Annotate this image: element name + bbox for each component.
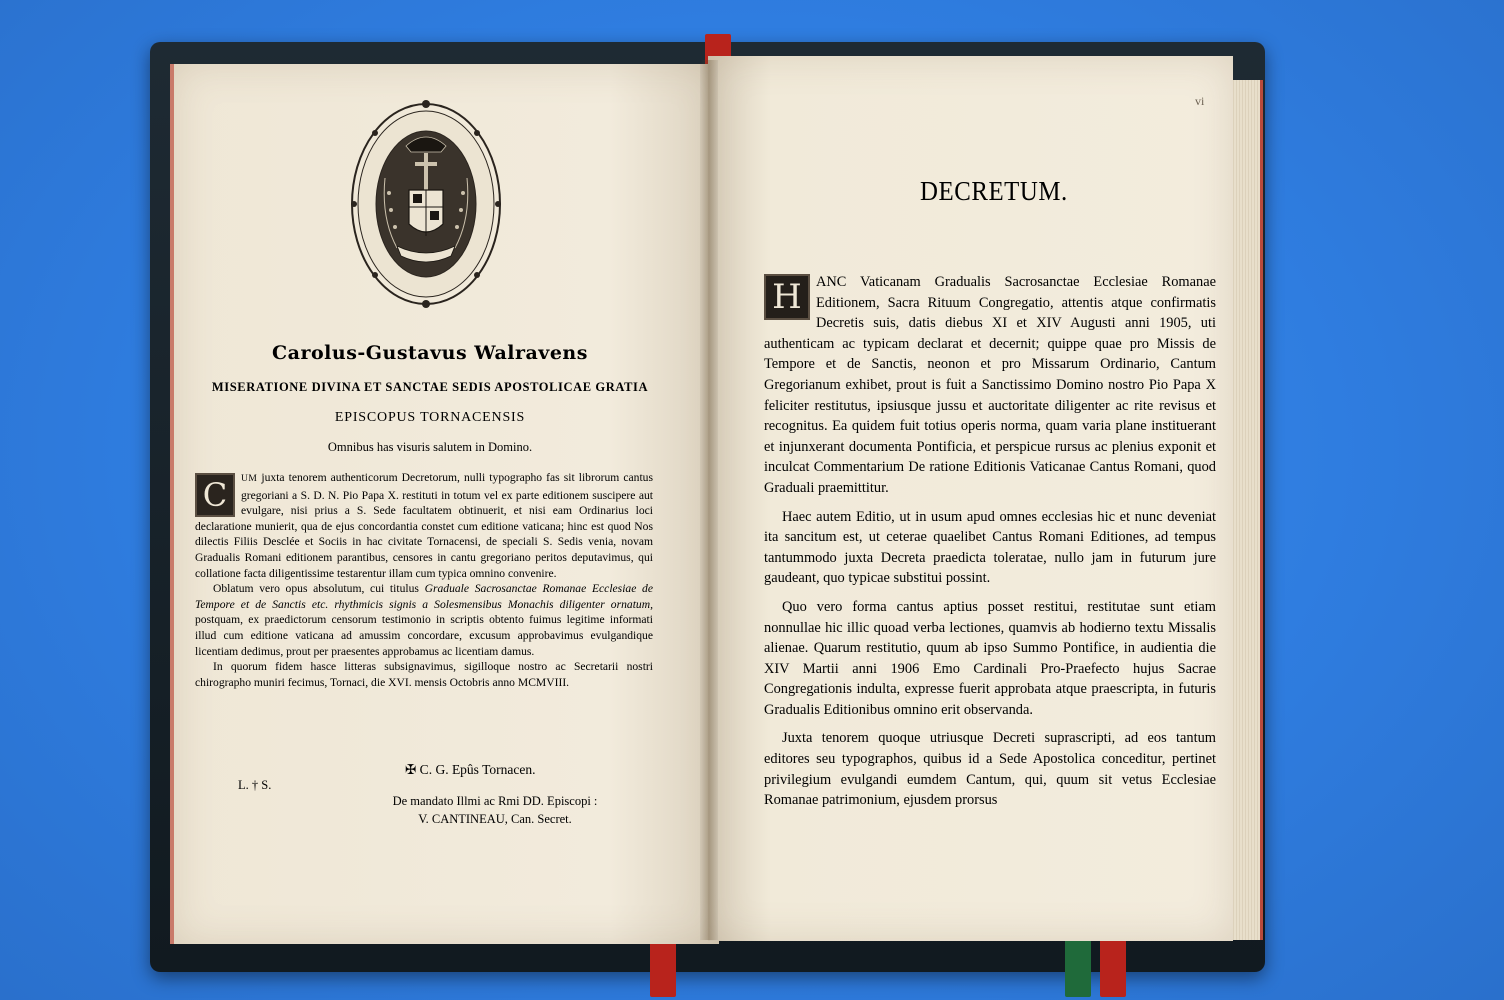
seal-location-mark: L. † S. xyxy=(238,778,272,792)
left-paragraph-2-title: Graduale Sacrosanctae Romanae Ecclesiae de Tempore et de Sanctis etc. rhythmicis signis a Solesmensibus Monachis diligenter ornatum, xyxy=(195,582,653,611)
book-gutter xyxy=(700,60,718,940)
ribbon-bookmark-green xyxy=(1065,935,1091,997)
right-paragraph-1 xyxy=(764,272,1216,499)
left-paragraph-2 xyxy=(195,581,653,659)
left-body-text xyxy=(195,470,653,690)
ribbon-bookmark-red xyxy=(650,935,676,997)
bishop-title: EPISCOPUS TORNACENSIS xyxy=(334,410,526,425)
bishop-signature: ✠ C. G. Epûs Tornacen. xyxy=(405,762,536,777)
left-paragraph-1-text: juxta tenorem authenticorum Decretorum, nulli typographo fas sit librorum cantus gregoriani a S. D. N. Pio Papa X. restituti in totum vel ex parte editionem suscipere aut evulgare, nisi prius a S. Sede facultatem obtinuerit, et nisi eam Ordinarius loci declaratione munierit, qua de ejus concordantia constet cum editione vaticana; hinc est quod Nos dilectis Filiis Desclée et Sociis in hac civitate Tornacensi, de speciali S. Sedis venia, novam Gradualis Romani editionem parantibus, censores in cantu gregoriano peritos deputavimus, qui collatione facta diligentissime testarentur illam cum typica omnino convenire. xyxy=(195,471,653,580)
left-paragraph-2-start: Oblatum vero opus absolutum, cui titulus xyxy=(213,582,419,596)
drop-cap-h: H xyxy=(764,274,810,320)
left-paragraph-3: In quorum fidem hasce litteras subsignavimus, sigilloque nostro ac Secretarii nostri chirographo muniri fecimus, Tornaci, die XVI. mensis Octobris anno MCMVIII. xyxy=(195,660,653,689)
greeting: Omnibus has visuris salutem in Domino. xyxy=(327,440,533,454)
right-paragraph-4: Juxta tenorem quoque utriusque Decreti suprascripti, ad eos tantum editores seu typographos, quibus id a Sede Apostolica conceditur, pertinet privilegium evulgandi eumdem Cantum, qui, quum sit vetus Ecclesiae Romanae patrimonium, ejusdem prorsus xyxy=(764,730,1216,809)
mandate-line: De mandato Illmi ac Rmi DD. Episcopi : xyxy=(392,794,598,808)
left-paragraph-2-rest: postquam, ex praedictorum censorum testimonio in scriptis obtento fuimus legitime informati illud cum editione vaticana ad amussim concordare, excusum approbavimus evulgandique licentiam dedimus, prout per praesentes approbamus ac licentiam damus. xyxy=(195,613,653,658)
seal-emblem-icon xyxy=(345,98,507,310)
bishop-subtitle: MISERATIONE DIVINA ET SANCTAE SEDIS APOSTOLICAE GRATIA xyxy=(211,380,649,394)
secretary-line: V. CANTINEAU, Can. Secret. xyxy=(418,812,572,826)
ribbon-bookmark-red-right xyxy=(1100,935,1126,997)
right-paragraph-3: Quo vero forma cantus aptius posset restitui, restitutae sunt etiam nonnullae hic illic quoad verba lectiones, quamvis ab hodierno textu Missalis alienae. Quarum restitutio, quum ab ipso Summo Pontifice, in audientia die XIV Martii anni 1906 Emo Cardinali Pro-Praefecto hujus Sacrae Congregationis indulta, expresse fuerit approbata atque praescripta, in futuris Gradualis Editionibus omnino erit observanda. xyxy=(764,598,1216,718)
first-word-rest: UM xyxy=(241,474,258,484)
decretum-heading: DECRETUM. xyxy=(920,176,1068,206)
page-number: vi xyxy=(1195,94,1205,108)
drop-cap-c: C xyxy=(195,473,235,517)
episcopal-seal xyxy=(345,98,507,310)
right-paragraph-1-text: ANC Vaticanam Gradualis Sacrosanctae Ecclesiae Romanae Editionem, Sacra Rituum Congregatio, attentis atque confirmatis Decretis suis, datis diebus XI et XIV Augusti anni 1905, uti authenticam ac typicam declarat et decernit; quippe quae pro Missis de Tempore et de Sanctis, neonon et pro Missarum Ordinario, Cantum Gregorianum exhibet, prout is fuit a Sanctissimo Domino nostro Pio Papa X feliciter restitutus, ipsiusque jussu et auctoritate diligenter ac rite revisus et recognitus. Ea quidem fuit totius operis norma, quam varia plane instituerant et injunxerant documenta Pontificia, et perspicue rursus ac plenius exponit et inculcat Commentarium De ratione Editionis Vaticanae Cantus Romani, quod Graduali praemittitur. xyxy=(764,274,1216,496)
page-edges xyxy=(1228,80,1263,940)
right-body-text xyxy=(764,272,1216,819)
right-paragraph-2: Haec autem Editio, ut in usum apud omnes ecclesias hic et nunc deveniat ita sancitum est, ut ceterae quaelibet Cantus Romani Editiones, ad tempus tantummodo juxta Decreta praedicta toleratae, nullo jam in futurum jure gaudeant, quo typicae substitui possint. xyxy=(764,508,1216,587)
left-paragraph-1 xyxy=(195,470,653,581)
bishop-name: Carolus-Gustavus Walravens xyxy=(272,342,588,364)
mandate-block xyxy=(365,792,625,828)
